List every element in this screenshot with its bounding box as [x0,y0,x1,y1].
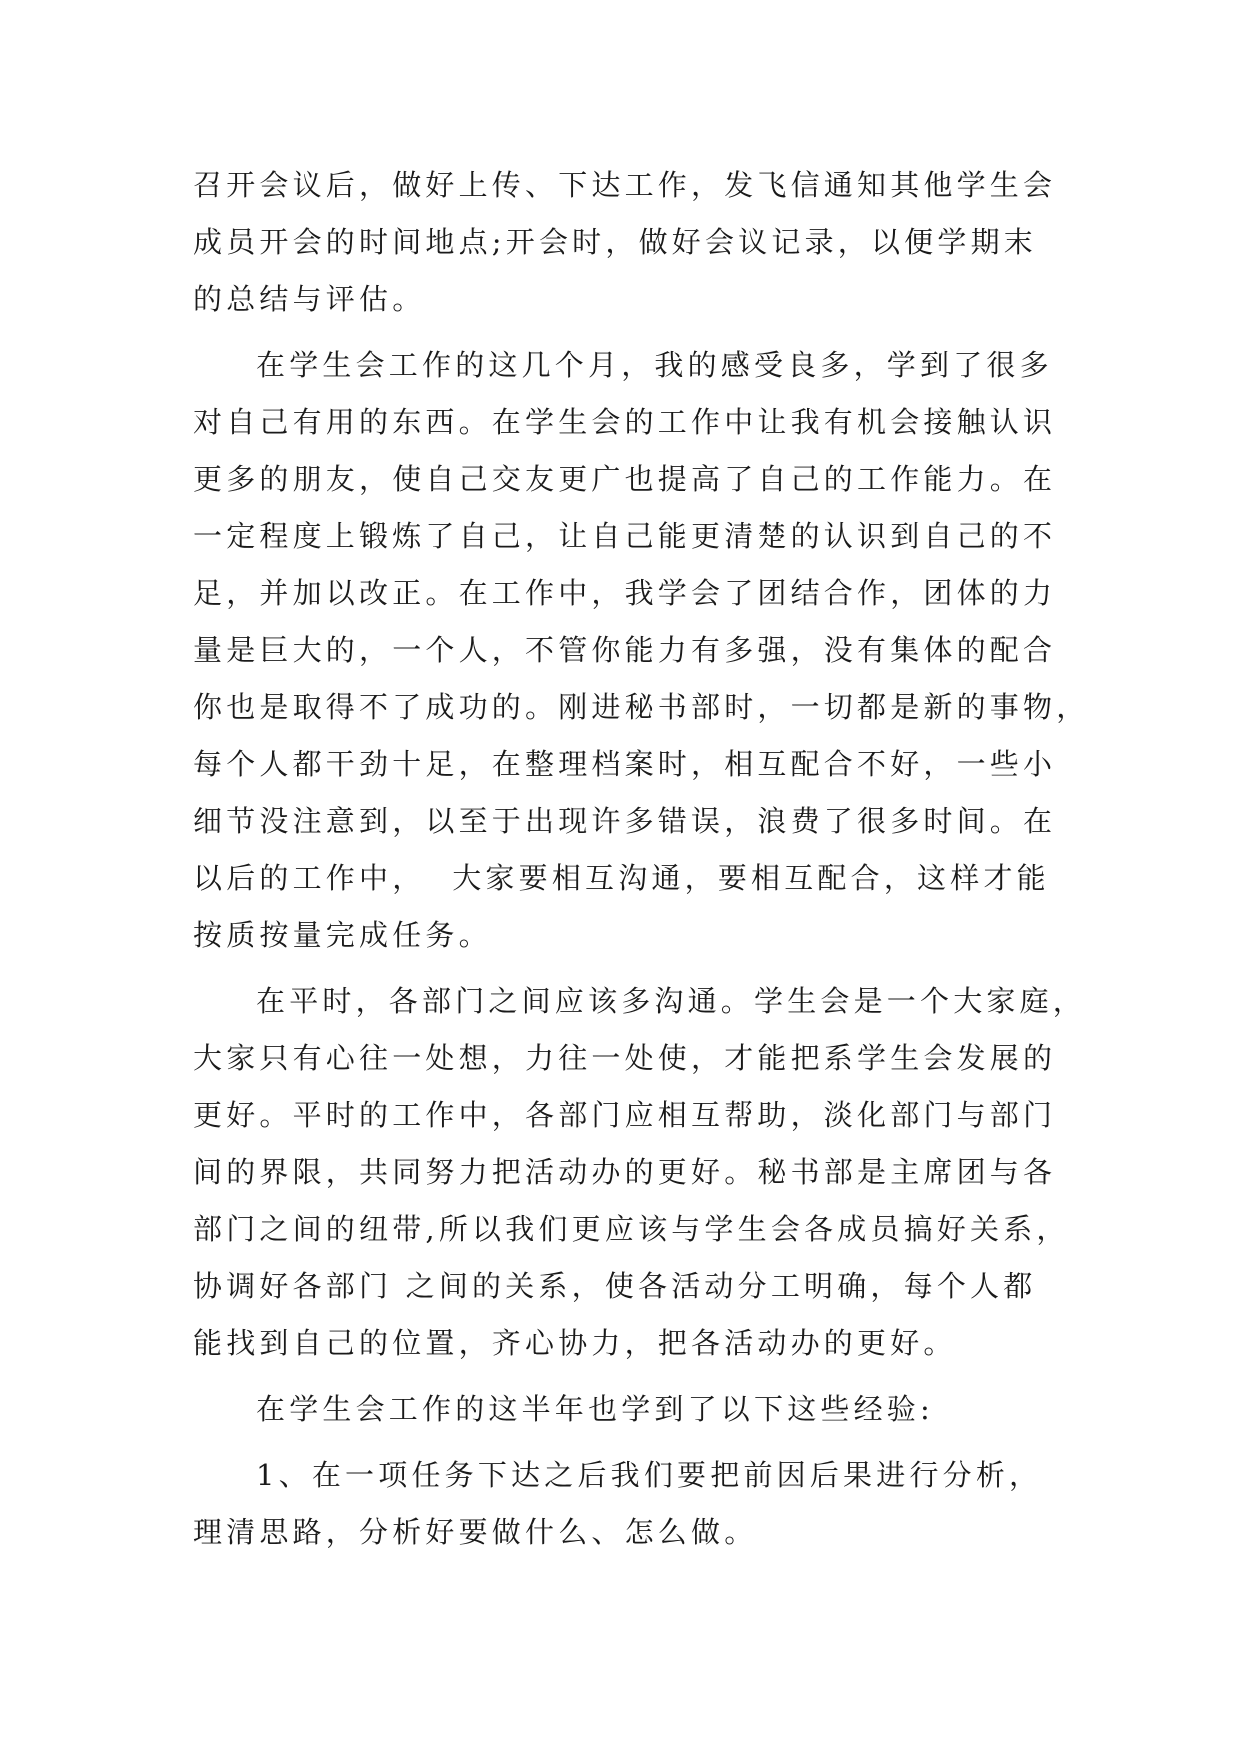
text-line: 的总结与评估。 [193,282,426,316]
paragraph-first-line: 在平时，各部门之间应该多沟通。学生会是一个大家庭， [256,984,1087,1018]
text-line: 理清思路，分析好要做什么、怎么做。 [193,1515,758,1549]
text-line: 一定程度上锻炼了自己，让自己能更清楚的认识到自己的不 [193,519,1057,553]
text-line: 对自己有用的东西。在学生会的工作中让我有机会接触认识 [193,405,1057,439]
text-line: 每个人都干劲十足，在整理档案时，相互配合不好，一些小 [193,747,1057,781]
text-line: 召开会议后，做好上传、下达工作，发飞信通知其他学生会 [193,168,1057,202]
text-line: 间的界限，共同努力把活动办的更好。秘书部是主席团与各 [193,1155,1057,1189]
text-line: 以后的工作中， 大家要相互沟通，要相互配合，这样才能 [193,861,1050,895]
text-line: 成员开会的时间地点;开会时，做好会议记录，以便学期末 [193,225,1037,259]
text-line: 你也是取得不了成功的。刚进秘书部时，一切都是新的事物， [193,690,1090,724]
text-line: 能找到自己的位置，齐心协力，把各活动办的更好。 [193,1326,957,1360]
paragraph-first-line: 在学生会工作的这半年也学到了以下这些经验: [256,1392,934,1426]
text-line: 细节没注意到，以至于出现许多错误，浪费了很多时间。在 [193,804,1057,838]
text-line: 大家只有心往一处想，力往一处使，才能把系学生会发展的 [193,1041,1057,1075]
text-line: 量是巨大的，一个人，不管你能力有多强，没有集体的配合 [193,633,1057,667]
paragraph-first-line: 1、在一项任务下达之后我们要把前因后果进行分析， [256,1458,1043,1492]
paragraph-first-line: 在学生会工作的这几个月，我的感受良多，学到了很多 [256,348,1053,382]
text-line: 协调好各部门 之间的关系，使各活动分工明确，每个人都 [193,1269,1037,1303]
text-line: 更好。平时的工作中，各部门应相互帮助，淡化部门与部门 [193,1098,1057,1132]
text-line: 按质按量完成任务。 [193,918,492,952]
text-line: 足，并加以改正。在工作中，我学会了团结合作，团体的力 [193,576,1057,610]
text-line: 更多的朋友，使自己交友更广也提高了自己的工作能力。在 [193,462,1057,496]
text-line: 部门之间的纽带,所以我们更应该与学生会各成员搞好关系， [193,1212,1070,1246]
